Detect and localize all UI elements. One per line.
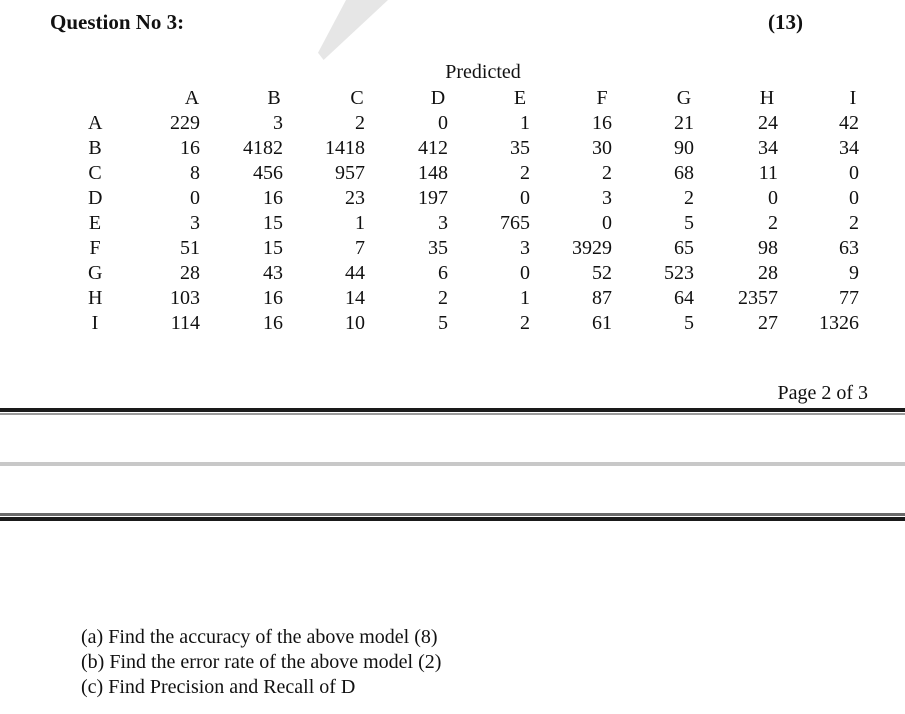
matrix-cell: 3 — [438, 212, 448, 234]
matrix-cell: 34 — [839, 137, 859, 159]
matrix-cell: 3929 — [572, 237, 612, 259]
column-header: H — [759, 87, 775, 109]
matrix-cell: 16 — [263, 187, 283, 209]
question-item: (c) Find Precision and Recall of D — [81, 676, 356, 698]
matrix-cell: 0 — [602, 212, 612, 234]
matrix-cell: 35 — [428, 237, 448, 259]
matrix-cell: 28 — [180, 262, 200, 284]
divider-line — [0, 413, 905, 415]
row-label: I — [91, 312, 99, 334]
matrix-cell: 23 — [345, 187, 365, 209]
matrix-cell: 5 — [684, 312, 694, 334]
matrix-cell: 4182 — [243, 137, 283, 159]
matrix-cell: 957 — [335, 162, 365, 184]
matrix-cell: 98 — [758, 237, 778, 259]
matrix-cell: 2 — [849, 212, 859, 234]
matrix-cell: 3 — [602, 187, 612, 209]
matrix-cell: 42 — [839, 112, 859, 134]
matrix-cell: 16 — [263, 287, 283, 309]
matrix-cell: 2 — [438, 287, 448, 309]
matrix-cell: 15 — [263, 237, 283, 259]
matrix-cell: 16 — [592, 112, 612, 134]
matrix-cell: 10 — [345, 312, 365, 334]
matrix-cell: 11 — [758, 162, 778, 184]
matrix-cell: 2 — [520, 312, 530, 334]
column-header: I — [849, 87, 857, 109]
matrix-cell: 8 — [190, 162, 200, 184]
matrix-cell: 87 — [592, 287, 612, 309]
predicted-axis-label: Predicted — [445, 61, 521, 83]
matrix-cell: 7 — [355, 237, 365, 259]
matrix-cell: 0 — [190, 187, 200, 209]
matrix-cell: 6 — [438, 262, 448, 284]
matrix-cell: 77 — [839, 287, 859, 309]
matrix-cell: 61 — [592, 312, 612, 334]
matrix-cell: 114 — [170, 312, 200, 334]
matrix-cell: 523 — [664, 262, 694, 284]
matrix-cell: 1 — [520, 287, 530, 309]
matrix-cell: 148 — [418, 162, 448, 184]
row-label: A — [88, 112, 103, 134]
column-header: F — [596, 87, 608, 109]
row-label: H — [88, 287, 103, 309]
matrix-cell: 44 — [345, 262, 365, 284]
matrix-cell: 0 — [520, 262, 530, 284]
row-label: C — [88, 162, 102, 184]
matrix-cell: 2 — [520, 162, 530, 184]
matrix-cell: 0 — [520, 187, 530, 209]
divider-line — [0, 462, 905, 466]
matrix-cell: 197 — [418, 187, 448, 209]
question-item: (a) Find the accuracy of the above model (8) — [81, 626, 438, 648]
question-list — [81, 625, 441, 700]
matrix-cell: 43 — [263, 262, 283, 284]
row-label: D — [88, 187, 103, 209]
matrix-cell: 14 — [345, 287, 365, 309]
matrix-cell: 27 — [758, 312, 778, 334]
matrix-cell: 16 — [263, 312, 283, 334]
matrix-cell: 3 — [520, 237, 530, 259]
row-label: F — [89, 237, 101, 259]
matrix-cell: 229 — [170, 112, 200, 134]
matrix-cell: 15 — [263, 212, 283, 234]
matrix-cell: 64 — [674, 287, 694, 309]
matrix-cell: 103 — [170, 287, 200, 309]
matrix-cell: 0 — [768, 187, 778, 209]
matrix-cell: 63 — [839, 237, 859, 259]
matrix-cell: 35 — [510, 137, 530, 159]
matrix-cell: 0 — [438, 112, 448, 134]
divider-line — [0, 408, 905, 412]
matrix-cell: 68 — [674, 162, 694, 184]
matrix-cell: 5 — [684, 212, 694, 234]
matrix-cell: 52 — [592, 262, 612, 284]
matrix-cell: 2 — [768, 212, 778, 234]
matrix-cell: 5 — [438, 312, 448, 334]
matrix-cell: 3 — [190, 212, 200, 234]
matrix-cell: 2 — [684, 187, 694, 209]
matrix-cell: 1 — [355, 212, 365, 234]
matrix-cell: 2 — [355, 112, 365, 134]
matrix-cell: 9 — [849, 262, 859, 284]
column-header: D — [430, 87, 446, 109]
matrix-cell: 24 — [758, 112, 778, 134]
matrix-cell: 2 — [602, 162, 612, 184]
matrix-cell: 65 — [674, 237, 694, 259]
matrix-cell: 51 — [180, 237, 200, 259]
matrix-cell: 765 — [500, 212, 530, 234]
row-label: G — [88, 262, 103, 284]
matrix-cell: 1326 — [819, 312, 859, 334]
divider-line — [0, 517, 905, 521]
divider-line — [0, 513, 905, 516]
matrix-cell: 1418 — [325, 137, 365, 159]
matrix-cell: 412 — [418, 137, 448, 159]
matrix-cell: 21 — [674, 112, 694, 134]
marks-label: (13) — [768, 10, 803, 34]
matrix-cell: 30 — [592, 137, 612, 159]
matrix-cell: 1 — [520, 112, 530, 134]
question-item: (b) Find the error rate of the above model (2) — [81, 651, 442, 673]
row-label: E — [88, 212, 102, 234]
matrix-cell: 456 — [253, 162, 283, 184]
column-header: B — [267, 87, 281, 109]
matrix-cell: 34 — [758, 137, 778, 159]
row-label: B — [88, 137, 102, 159]
column-header: G — [676, 87, 692, 109]
matrix-cell: 0 — [849, 162, 859, 184]
column-header: A — [184, 87, 200, 109]
matrix-cell: 90 — [674, 137, 694, 159]
page-number: Page 2 of 3 — [777, 382, 868, 404]
matrix-cell: 0 — [849, 187, 859, 209]
matrix-cell: 28 — [758, 262, 778, 284]
matrix-cell: 16 — [180, 137, 200, 159]
matrix-cell: 2357 — [738, 287, 778, 309]
column-header: C — [350, 87, 364, 109]
matrix-cell: 3 — [273, 112, 283, 134]
question-title: Question No 3: — [50, 10, 185, 34]
column-header: E — [513, 87, 527, 109]
